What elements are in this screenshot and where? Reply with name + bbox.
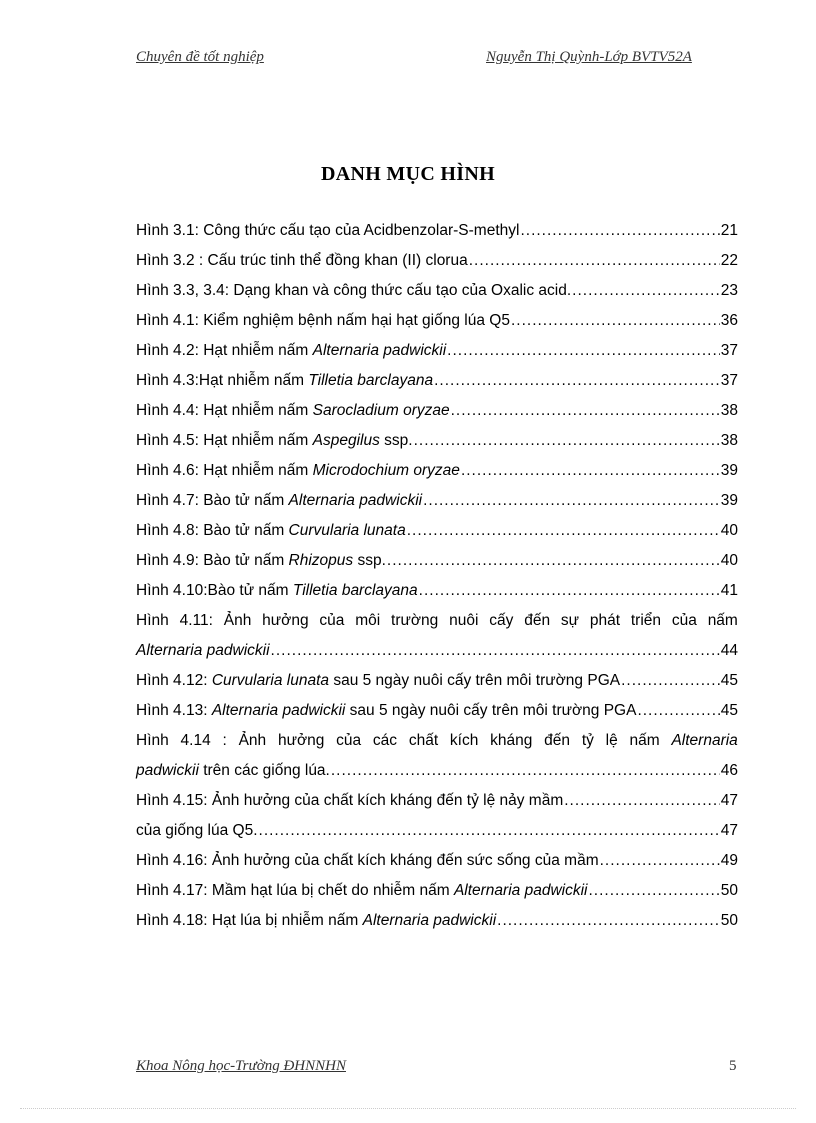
- list-item[interactable]: [136, 213, 738, 243]
- species-name: Alternaria: [671, 732, 738, 749]
- dot-leader: [497, 911, 720, 931]
- entry-page: 37: [720, 342, 738, 359]
- species-name: Alternaria padwickii: [312, 342, 447, 359]
- dot-leader: [423, 491, 720, 511]
- entry-page: 46: [720, 762, 738, 779]
- species-name: Microdochium oryzae: [312, 462, 460, 479]
- entry-page: 38: [720, 432, 738, 449]
- list-item[interactable]: [136, 363, 738, 393]
- list-item[interactable]: [136, 693, 738, 723]
- entry-text: Hình 4.9: Bào tử nấm Rhizopus ssp.: [136, 552, 386, 569]
- dot-leader: [331, 761, 720, 781]
- list-item[interactable]: [136, 903, 738, 933]
- entry-text: Hình 4.3:Hạt nhiễm nấm Tilletia barclayana: [136, 372, 434, 389]
- entry-text: Hình 4.17: Mầm hạt lúa bị chết do nhiễm nấm Alternaria padwickii: [136, 882, 588, 899]
- footer-left-text: Khoa Nông học-Trường ĐHNNHN: [136, 1058, 346, 1074]
- species-name: Tilletia barclayana: [308, 372, 434, 389]
- dot-leader: [572, 281, 720, 301]
- dot-leader: [447, 341, 720, 361]
- entry-page: 21: [720, 222, 738, 239]
- entry-text: Hình 4.15: Ảnh hưởng của chất kích kháng đến tỷ lệ nảy mầm: [136, 792, 564, 809]
- entry-page: 47: [720, 792, 738, 809]
- species-name: Alternaria padwickii: [362, 912, 497, 929]
- entry-text: Hình 4.6: Hạt nhiễm nấm Microdochium oryzae: [136, 462, 460, 479]
- list-item[interactable]: [136, 393, 738, 423]
- entry-text: Hình 4.1: Kiểm nghiệm bệnh nấm hại hạt giống lúa Q5: [136, 312, 510, 329]
- entry-text: Hình 3.2 : Cấu trúc tinh thể đồng khan (II) clorua: [136, 252, 468, 269]
- dot-leader: [419, 581, 720, 601]
- header-right-text: Nguyễn Thị Quỳnh-Lớp BVTV52A: [486, 49, 692, 65]
- entry-page: 45: [720, 702, 738, 719]
- entry-page: 37: [720, 372, 738, 389]
- entry-text: Hình 4.13: Alternaria padwickii sau 5 ngày nuôi cấy trên môi trường PGA: [136, 702, 637, 719]
- list-item[interactable]: [136, 663, 738, 693]
- figure-list: [136, 213, 738, 933]
- species-name: Curvularia lunata: [211, 672, 330, 689]
- dot-leader: [407, 521, 720, 541]
- entry-page: 23: [720, 282, 738, 299]
- list-item[interactable]: [136, 273, 738, 303]
- page-number: 5: [729, 1058, 737, 1074]
- list-item[interactable]: [136, 543, 738, 573]
- entry-page: 41: [720, 582, 738, 599]
- list-item[interactable]: [136, 423, 738, 453]
- entry-page: 49: [720, 852, 738, 869]
- entry-page: 45: [720, 672, 738, 689]
- entry-text: Hình 4.16: Ảnh hưởng của chất kích kháng đến sức sống của mầm: [136, 852, 599, 869]
- list-item[interactable]: [136, 783, 738, 813]
- entry-text: Hình 4.7: Bào tử nấm Alternaria padwickii: [136, 492, 423, 509]
- dot-leader: [588, 881, 719, 901]
- species-name: Rhizopus: [288, 552, 354, 569]
- list-item[interactable]: [136, 453, 738, 483]
- entry-text: Hình 4.18: Hạt lúa bị nhiễm nấm Alternaria padwickii: [136, 912, 497, 929]
- entry-text: Hình 4.2: Hạt nhiễm nấm Alternaria padwickii: [136, 342, 447, 359]
- species-name: Alternaria padwickii: [211, 702, 346, 719]
- species-name: Aspegilus: [312, 432, 380, 449]
- species-name: Sarocladium oryzae: [312, 402, 450, 419]
- entry-page: 50: [720, 882, 738, 899]
- dot-leader: [637, 701, 719, 721]
- entry-page: 50: [720, 912, 738, 929]
- species-name: Curvularia lunata: [288, 522, 406, 539]
- dot-leader: [414, 431, 720, 451]
- list-item[interactable]: [136, 333, 738, 363]
- entry-page: 39: [720, 492, 738, 509]
- entry-page: 22: [720, 252, 738, 269]
- list-item[interactable]: [136, 573, 738, 603]
- species-name: Tilletia barclayana: [292, 582, 418, 599]
- entry-text: Hình 4.5: Hạt nhiễm nấm Aspegilus ssp.: [136, 432, 413, 449]
- dot-leader: [259, 821, 720, 841]
- entry-page: 36: [720, 312, 738, 329]
- list-item[interactable]: [136, 483, 738, 513]
- entry-text: Hình 4.10:Bào tử nấm Tilletia barclayana: [136, 582, 418, 599]
- dot-leader: [387, 551, 720, 571]
- species-name: Alternaria padwickii: [288, 492, 423, 509]
- dot-leader: [564, 791, 720, 811]
- dot-leader: [461, 461, 720, 481]
- entry-text: Hình 4.12: Curvularia lunata sau 5 ngày nuôi cấy trên môi trường PGA: [136, 672, 621, 689]
- entry-page: 40: [720, 522, 738, 539]
- list-item[interactable]: [136, 723, 738, 753]
- entry-page: 40: [720, 552, 738, 569]
- list-item[interactable]: [136, 603, 738, 633]
- header-left-text: Chuyên đề tốt nghiệp: [136, 49, 264, 65]
- list-item[interactable]: [136, 243, 738, 273]
- species-name: Alternaria padwickii: [453, 882, 588, 899]
- list-item[interactable]: [136, 303, 738, 333]
- list-item[interactable]: [136, 873, 738, 903]
- entry-text: Hình 3.3, 3.4: Dạng khan và công thức cấu tạo của Oxalic acid.: [136, 282, 572, 299]
- dot-leader: [469, 251, 720, 271]
- dot-leader: [434, 371, 720, 391]
- list-item[interactable]: [136, 513, 738, 543]
- list-item-continuation[interactable]: padwickii trên các giống lúa. ..... 46: [136, 753, 738, 783]
- entry-text: Hình 4.14 : Ảnh hưởng của các chất kích kháng đến tỷ lệ nấm Alternaria: [136, 732, 738, 749]
- entry-page: 38: [720, 402, 738, 419]
- list-item[interactable]: [136, 843, 738, 873]
- list-item[interactable]: [136, 813, 738, 843]
- entry-page: 44: [720, 642, 738, 659]
- species-name: padwickii: [136, 762, 199, 779]
- entry-text: Hình 4.4: Hạt nhiễm nấm Sarocladium oryzae: [136, 402, 450, 419]
- entry-text: của giống lúa Q5.: [136, 822, 258, 839]
- dot-leader: [451, 401, 720, 421]
- dot-leader: [520, 221, 719, 241]
- page-edge-divider: [20, 1108, 796, 1109]
- dot-leader: [621, 671, 720, 691]
- page-title: DANH MỤC HÌNH: [321, 163, 495, 185]
- entry-page: 39: [720, 462, 738, 479]
- entry-text: Hình 4.8: Bào tử nấm Curvularia lunata: [136, 522, 406, 539]
- species-name: Alternaria padwickii: [136, 642, 270, 659]
- dot-leader: [600, 851, 720, 871]
- dot-leader: [511, 311, 720, 331]
- list-item-continuation[interactable]: [136, 633, 738, 663]
- entry-text: Hình 3.1: Công thức cấu tạo của Acidbenzolar-S-methyl: [136, 222, 520, 239]
- entry-page: 47: [720, 822, 738, 839]
- entry-text: Hình 4.11: Ảnh hưởng của môi trường nuôi cấy đến sự phát triển của nấm: [136, 612, 738, 629]
- dot-leader: [271, 641, 720, 661]
